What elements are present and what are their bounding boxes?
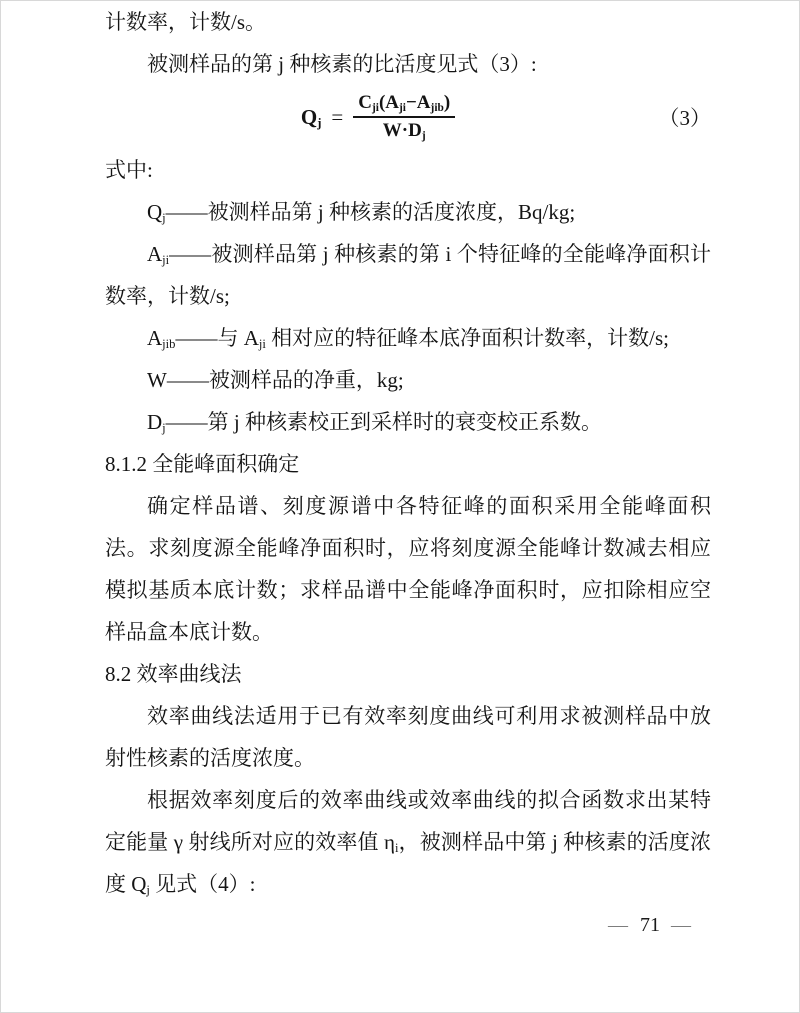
- definition-dj: $D_j——$第 j 种核素校正到采样时的衰变校正系数。: [147, 410, 603, 436]
- lhs-base: Q: [300, 104, 318, 129]
- page-footer: [597, 913, 703, 937]
- paragraph-8-2-a: 效率曲线法适用于已有效率刻度曲线可利用求被测样品中放射性核素的活度浓度。: [105, 704, 711, 770]
- heading-8-2: 8.2 效率曲线法: [105, 662, 242, 686]
- paragraph-8-2-b: 根据效率刻度后的效率曲线或效率曲线的拟合函数求出某特定能量 γ 射线所对应的效率值 $\eta_i$，被测样品中第 j 种核素的活度浓度 $Q_j$ 见式（4）:: [105, 788, 712, 898]
- footer-dash-left: —: [608, 914, 629, 936]
- equation-3-row: [105, 85, 711, 149]
- equation-number: （3）: [658, 106, 711, 130]
- definition-aji: $A_{ji}——$被测样品第 j 种核素的第 i 个特征峰的全能峰净面积计数率，计数/s;: [105, 242, 711, 308]
- heading-8-1-2: 8.1.2 全能峰面积确定: [105, 452, 300, 476]
- paragraph-8-1-2: 确定样品谱、刻度源谱中各特征峰的面积采用全能峰面积法。求刻度源全能峰净面积时，应将刻度源全能峰计数减去相应模拟基质本底计数；求样品谱中全能峰净面积时，应扣除相应空样品盒本底计数。: [105, 494, 711, 644]
- definition-ajib: $A_{jib}——$与 $A_{ji}$ 相对应的特征峰本底净面积计数率，计数/s;: [147, 326, 669, 352]
- lhs-subscript: j: [317, 115, 322, 130]
- footer-dash-right: —: [671, 914, 692, 936]
- equals-sign: =: [331, 104, 344, 129]
- page-number: 71: [640, 914, 660, 936]
- paragraph-counting-rate: 计数率，计数/s。: [105, 10, 267, 34]
- where-label: 式中:: [105, 158, 153, 182]
- definition-qj: $Q_j——$被测样品第 j 种核素的活度浓度，Bq/kg;: [147, 200, 576, 226]
- paragraph-intro-eq3: 被测样品的第 j 种核素的比活度见式（3）:: [147, 52, 537, 76]
- fraction: [353, 92, 455, 142]
- equation-lhs: [301, 105, 322, 130]
- fraction-denominator: $W\cdot D_j$: [382, 120, 426, 142]
- equation-3: [301, 92, 455, 142]
- fraction-numerator: $C_{ji}(A_{ji}-A_{jib})$: [353, 92, 455, 118]
- definition-w: W——被测样品的净重，kg;: [147, 368, 404, 392]
